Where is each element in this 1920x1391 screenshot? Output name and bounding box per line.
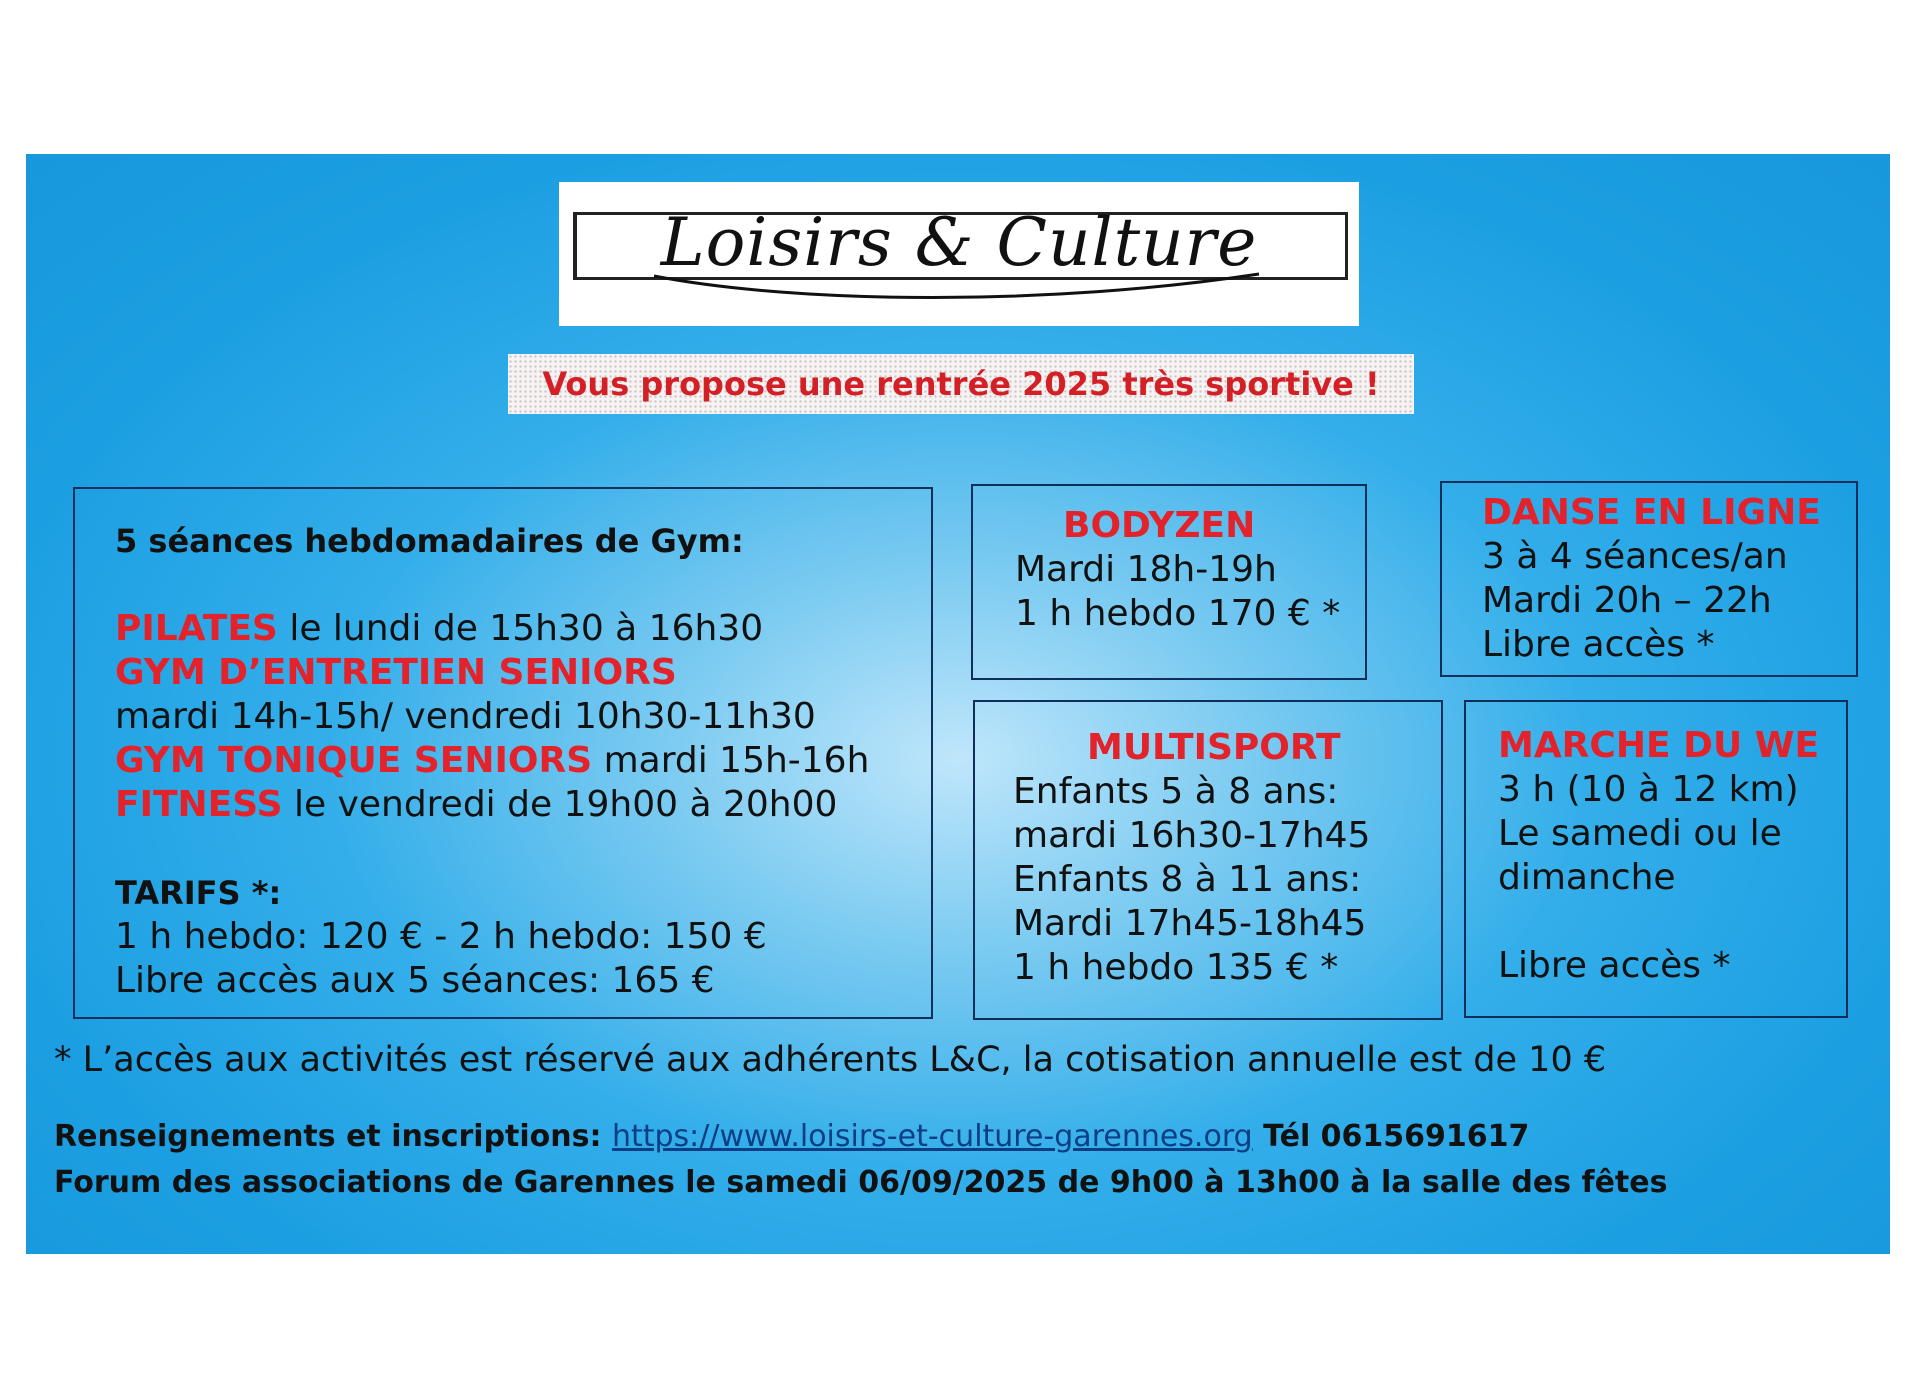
marche-box [1464,700,1848,1018]
entretien-name: GYM D’ENTRETIEN SENIORS [115,652,677,693]
gym-intro: 5 séances hebdomadaires de Gym: [115,522,744,560]
tarifs-line1: 1 h hebdo: 120 € - 2 h hebdo: 150 € [115,916,767,957]
info-label: Renseignements et inscriptions: [54,1119,612,1154]
bodyzen-line2: 1 h hebdo 170 € * [1015,593,1341,634]
membership-note: * L’accès aux activités est réservé aux adhérents L&C, la cotisation annuelle est de 10 € [54,1040,1607,1080]
marche-line2: Le samedi ou le [1498,813,1782,854]
multisport-title: MULTISPORT [1087,727,1341,768]
pilates-line [115,607,931,651]
footer [54,1114,1667,1206]
danse-line2: Mardi 20h – 22h [1482,580,1772,621]
entretien-time: mardi 14h-15h/ vendredi 10h30-11h30 [115,696,816,737]
multisport-line5: 1 h hebdo 135 € * [1013,947,1339,988]
tagline: Vous propose une rentrée 2025 très sportive ! [508,354,1414,414]
logo-text: Loisirs & Culture [660,204,1258,281]
tonique-line [115,739,931,783]
fitness-line [115,783,931,827]
multisport-box [973,700,1443,1020]
website-link[interactable]: https://www.loisirs-et-culture-garennes.org [611,1119,1253,1154]
bodyzen-box [971,484,1367,680]
marche-spacer [1498,900,1846,944]
danse-line1: 3 à 4 séances/an [1482,536,1788,577]
fitness-name: FITNESS [115,784,283,825]
multisport-line4: Mardi 17h45-18h45 [1013,903,1367,944]
multisport-line2: mardi 16h30-17h45 [1013,815,1371,856]
bodyzen-line1: Mardi 18h-19h [1015,549,1277,590]
danse-title: DANSE EN LIGNE [1482,492,1821,533]
multisport-line3: Enfants 8 à 11 ans: [1013,859,1362,900]
phone: Tél 0615691617 [1252,1119,1530,1154]
logo-swash-icon [649,266,1269,306]
flyer [26,154,1890,1254]
gym-box [73,487,933,1019]
marche-line1: 3 h (10 à 12 km) [1498,769,1799,810]
tarifs-title: TARIFS *: [115,874,282,912]
tonique-name: GYM TONIQUE SENIORS [115,740,593,781]
tonique-time: mardi 15h-16h [592,740,870,781]
danse-box [1440,481,1858,677]
logo [559,182,1359,326]
info-line [54,1114,1667,1160]
pilates-time: le lundi de 15h30 à 16h30 [277,608,764,649]
marche-line4: Libre accès * [1498,945,1731,986]
pilates-name: PILATES [115,608,278,649]
danse-line3: Libre accès * [1482,624,1715,665]
bodyzen-title: BODYZEN [1063,505,1256,546]
marche-title: MARCHE DU WE [1498,725,1820,766]
marche-line3: dimanche [1498,857,1676,898]
tarifs-line2: Libre accès aux 5 séances: 165 € [115,960,715,1001]
forum-line: Forum des associations de Garennes le samedi 06/09/2025 de 9h00 à 13h00 à la salle des fêtes [54,1165,1668,1200]
fitness-time: le vendredi de 19h00 à 20h00 [282,784,838,825]
multisport-line1: Enfants 5 à 8 ans: [1013,771,1339,812]
